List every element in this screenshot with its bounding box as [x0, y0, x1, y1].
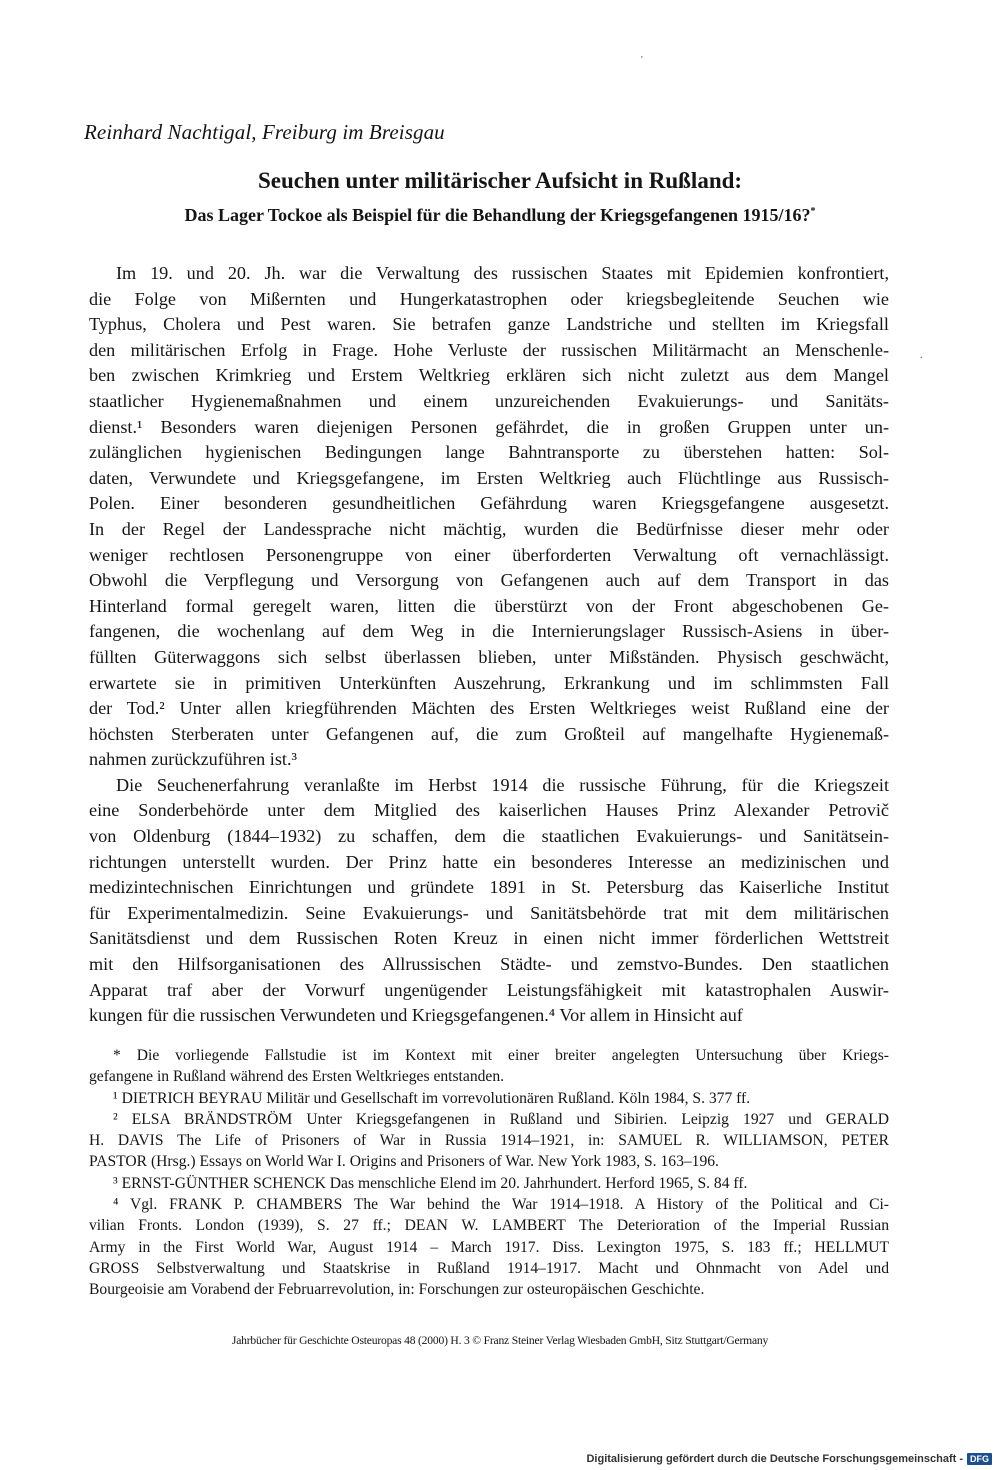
article-title: Seuchen unter militärischer Aufsicht in Rußland: — [257, 168, 743, 193]
body-line: füllten Güterwaggons sich selbst überlassen blieben, unter Mißständen. Physisch geschwächt, — [89, 646, 889, 667]
body-line: zulänglichen hygienischen Bedingungen lange Bahntransporte zu überstehen hatten: Sol- — [89, 442, 889, 463]
footnote-line: ⁴ Vgl. FRANK P. CHAMBERS The War behind the War 1914–1918. A History of the Political and Ci- — [113, 1196, 889, 1214]
footnote-line: Bourgeoisie am Vorabend der Februarrevolution, in: Forschungen zur osteuropäischen Geschichte. — [89, 1281, 705, 1299]
footnote-line: ² ELSA BRÄNDSTRÖM Unter Kriegsgefangenen in Rußland und Sibirien. Leipzig 1927 und GERALD — [113, 1110, 889, 1128]
body-line: weniger rechtlosen Personengruppe von einer überforderten Verwaltung oft vernachlässigt. — [89, 544, 889, 565]
journal-footer: Jahrbücher für Geschichte Osteuropas 48 (2000) H. 3 © Franz Steiner Verlag Wiesbaden GmbH, Sitz Stuttgart/Germany — [231, 1334, 769, 1347]
body-line: Obwohl die Verpflegung und Versorgung von Gefangenen auch auf dem Transport in das — [89, 570, 889, 591]
body-line: daten, Verwundete und Kriegsgefangene, im Ersten Weltkrieg auch Flüchtlinge aus Russisch- — [89, 467, 889, 488]
body-line: ben zwischen Krimkrieg und Erstem Weltkrieg erklären sich nicht zuletzt aus dem Mangel — [89, 365, 889, 386]
body-line: Typhus, Cholera und Pest waren. Sie betrafen ganze Landstriche und stellten im Kriegsfall — [89, 314, 889, 335]
body-line: Im 19. und 20. Jh. war die Verwaltung des russischen Staates mit Epidemien konfrontiert, — [116, 263, 889, 283]
subtitle-note-mark: * — [810, 206, 816, 217]
body-line: erwartete sie in primitiven Unterkünften Auszehrung, Erkrankung und im schlimmsten Fall — [89, 672, 889, 693]
footnote-line: GROSS Selbstverwaltung und Staatskrise in Rußland 1914–1917. Macht und Ohnmacht von Adel und — [89, 1259, 889, 1277]
body-line: Hinterland formal geregelt waren, litten die überstürzt von der Front abgeschobenen Ge- — [89, 595, 889, 616]
footnote-line: gefangene in Rußland während des Ersten Weltkrieges entstanden. — [89, 1068, 505, 1086]
body-line: medizintechnischen Einrichtungen und gründete 1891 in St. Petersburg das Kaiserliche Institut — [89, 877, 889, 898]
subtitle-text: Das Lager Tockoe als Beispiel für die Behandlung der Kriegsgefangenen 1915/16? — [184, 205, 811, 225]
body-line: Polen. Einer besonderen gesundheitlichen Gefährdung waren Kriegsgefangene ausgesetzt. — [89, 493, 889, 514]
body-line: richtungen unterstellt wurden. Der Prinz hatte ein besonderes Interesse an medizinischen und — [89, 851, 889, 872]
body-line: von Oldenburg (1844–1932) zu schaffen, dem die staatlichen Evakuierungs- und Sanitätsein- — [89, 826, 889, 847]
body-line: mit den Hilfsorganisationen des Allrussischen Städte- und zemstvo-Bundes. Den staatlichen — [89, 954, 889, 975]
body-line: kungen für die russischen Verwundeten und Kriegsgefangenen.⁴ Vor allem in Hinsicht auf — [89, 1005, 743, 1026]
article-subtitle — [0, 205, 1000, 226]
body-line: eine Sonderbehörde unter dem Mitglied des kaiserlichen Hauses Prinz Alexander Petrovič — [89, 800, 889, 821]
footnote-line: Army in the First World War, August 1914 – March 1917. Diss. Lexington 1975, S. 183 ff.; HELLMUT — [89, 1238, 889, 1256]
scan-speck: ' — [641, 55, 643, 66]
body-line: für Experimentalmedizin. Seine Evakuierungs- und Sanitätsbehörde trat mit dem militärischen — [89, 902, 889, 923]
footnote-line: PASTOR (Hrsg.) Essays on World War I. Origins and Prisoners of War. New York 1983, S. 163–196. — [89, 1153, 719, 1171]
body-line: nahmen zurückzuführen ist.³ — [89, 749, 297, 770]
footnote-line: ³ ERNST-GÜNTHER SCHENCK Das menschliche Elend im 20. Jahrhundert. Herford 1965, S. 84 ff. — [113, 1174, 748, 1192]
body-line: höchsten Sterberaten unter Gefangenen auf, die zum Großteil auf mangelhafte Hygienemaß- — [89, 723, 889, 744]
body-line: fangenen, die wochenlang auf dem Weg in die Internierungslager Russisch-Asiens in über- — [89, 621, 889, 642]
body-line: die Folge von Mißernten und Hungerkatastrophen oder kriegsbegleitende Seuchen wie — [89, 288, 889, 309]
body-line: Die Seuchenerfahrung veranlaßte im Herbst 1914 die russische Führung, für die Kriegszeit — [116, 774, 889, 795]
footnote-line: vilian Fronts. London (1939), S. 27 ff.; DEAN W. LAMBERT The Deterioration of the Imperial Russian — [89, 1217, 889, 1235]
body-line: den militärischen Erfolg in Frage. Hohe Verluste der russischen Militärmacht an Menschenle- — [89, 339, 889, 360]
body-line: der Tod.² Unter allen kriegführenden Mächten des Ersten Weltkrieges weist Rußland eine der — [89, 698, 889, 719]
footnotes — [89, 1045, 889, 1301]
author-line: Reinhard Nachtigal, Freiburg im Breisgau — [84, 120, 445, 144]
footnote-line: * Die vorliegende Fallstudie ist im Kontext mit einer breiter angelegten Untersuchung über Kriegs- — [113, 1047, 889, 1064]
body-line: In der Regel der Landessprache nicht mächtig, wurden die Bedürfnisse dieser mehr oder — [89, 518, 889, 539]
dfg-notice — [586, 1453, 992, 1465]
body-line: Sanitätsdienst und dem Russischen Roten Kreuz in einen nicht immer förderlichen Wettstreit — [89, 928, 889, 949]
footnote-line: ¹ DIETRICH BEYRAU Militär und Gesellschaft im vorrevolutionären Rußland. Köln 1984, S. 377 ff. — [113, 1089, 751, 1107]
body-line: staatlicher Hygienemaßnahmen und einem unzureichenden Evakuierungs- und Sanitäts- — [89, 390, 889, 411]
footnote-line: H. DAVIS The Life of Prisoners of War in Russia 1914–1921, in: SAMUEL R. WILLIAMSON, PETER — [89, 1132, 889, 1150]
article-body — [89, 261, 889, 1029]
body-line: dienst.¹ Besonders waren diejenigen Personen gefährdet, die in großen Gruppen unter un- — [89, 416, 889, 437]
dfg-notice-text: Digitalisierung gefördert durch die Deutsche Forschungsgemeinschaft - — [586, 1453, 963, 1465]
scan-speck: . — [920, 350, 923, 361]
dfg-logo: DFG — [967, 1453, 992, 1465]
body-line: Apparat traf aber der Vorwurf ungenügender Leistungsfähigkeit mit katastrophalen Auswir- — [89, 979, 889, 1000]
